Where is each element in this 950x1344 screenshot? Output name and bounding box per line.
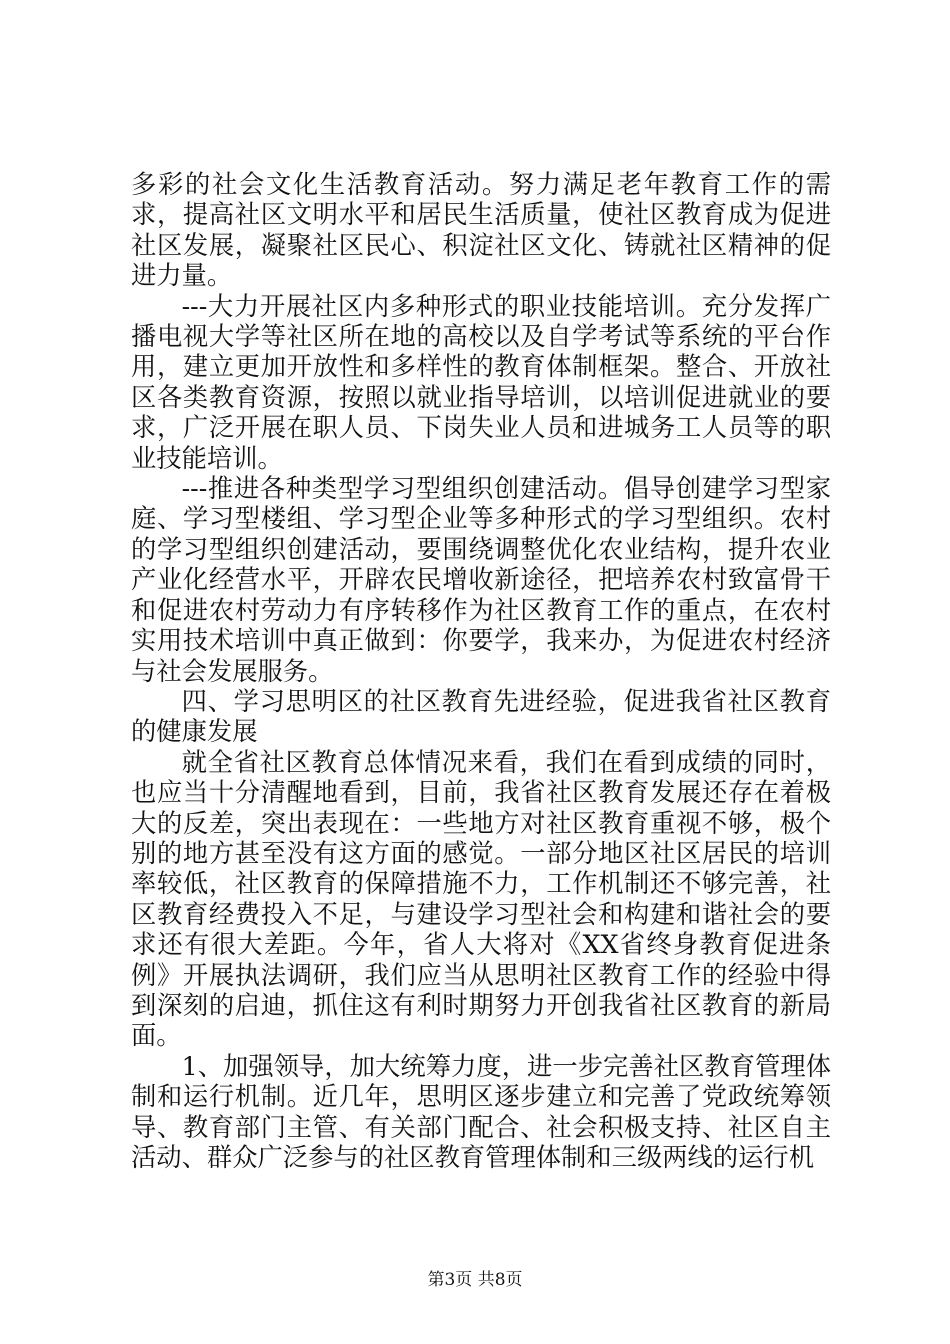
paragraph-3: ---推进各种类型学习型组织创建活动。倡导创建学习型家庭、学习型楼组、学习型企业等多种形式的学习型组织。农村的学习型组织创建活动，要围绕调整优化农业结构，提升农业产业化经营水平，开辟农民增收新途径，把培养农村致富骨干和促进农村劳动力有序转移作为社区教育工作的重点，在农村实用技术培训中真正做到：你要学，我来办，为促进农村经济与社会发展服务。	[131, 474, 831, 686]
section-heading: 四、学习思明区的社区教育先进经验，促进我省社区教育的健康发展	[131, 686, 831, 747]
paragraph-6: 1、加强领导，加大统筹力度，进一步完善社区教育管理体制和运行机制。近几年，思明区逐步建立和完善了党政统筹领导、教育部门主管、有关部门配合、社会积极支持、社区自主活动、群众广泛参与的社区教育管理体制和三级两线的运行机	[131, 1051, 831, 1172]
paragraph-1: 多彩的社会文化生活教育活动。努力满足老年教育工作的需求，提高社区文明水平和居民生活质量，使社区教育成为促进社区发展，凝聚社区民心、积淀社区文化、铸就社区精神的促进力量。	[131, 170, 831, 291]
document-body	[131, 170, 831, 1173]
page-footer: 第3页 共8页	[427, 1270, 523, 1290]
paragraph-2: ---大力开展社区内多种形式的职业技能培训。充分发挥广播电视大学等社区所在地的高校以及自学考试等系统的平台作用，建立更加开放性和多样性的教育体制框架。整合、开放社区各类教育资源，按照以就业指导培训，以培训促进就业的要求，广泛开展在职人员、下岗失业人员和进城务工人员等的职业技能培训。	[131, 291, 831, 473]
paragraph-5: 就全省社区教育总体情况来看，我们在看到成绩的同时，也应当十分清醒地看到，目前，我省社区教育发展还存在着极大的反差，突出表现在：一些地方对社区教育重视不够，极个别的地方甚至没有这方面的感觉。一部分地区社区居民的培训率较低，社区教育的保障措施不力，工作机制还不够完善，社区教育经费投入不足，与建设学习型社会和构建和谐社会的要求还有很大差距。今年，省人大将对《XX省终身教育促进条例》开展执法调研，我们应当从思明社区教育工作的经验中得到深刻的启迪，抓住这有利时期努力开创我省社区教育的新局面。	[131, 747, 831, 1051]
